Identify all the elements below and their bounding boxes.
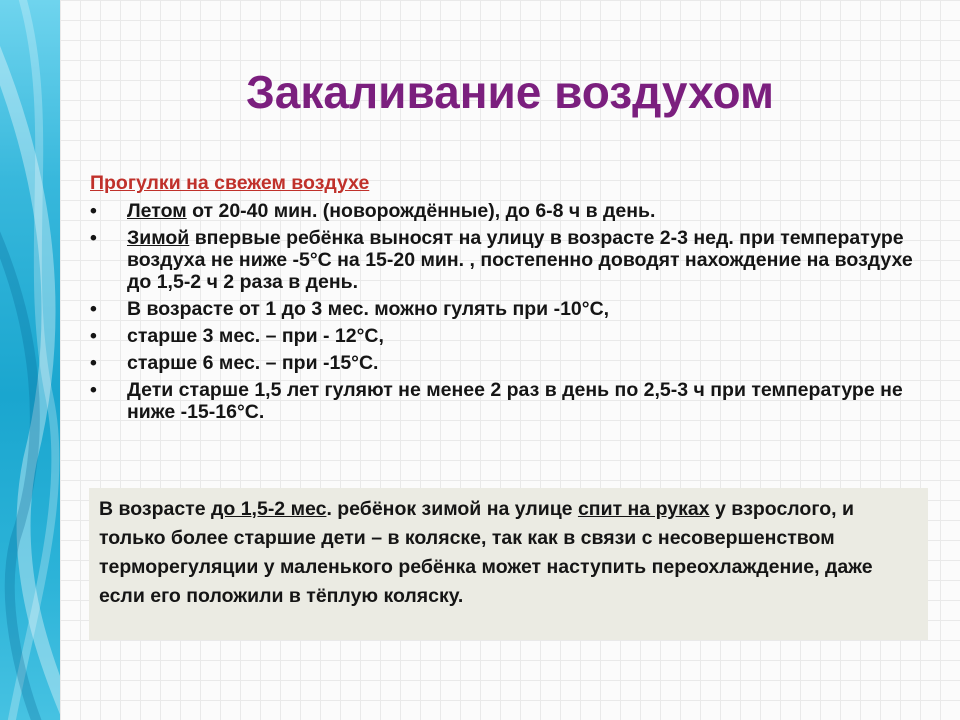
note-text: В возрасте	[99, 498, 211, 520]
list-item	[90, 379, 920, 423]
bullet-text: старше 3 мес. – при - 12°C,	[127, 325, 384, 347]
page-title: Закаливание воздухом	[245, 66, 775, 118]
bullet-text: В возрасте от 1 до 3 мес. можно гулять при -10°C,	[127, 298, 610, 320]
list-item	[90, 298, 920, 320]
list-item	[90, 227, 920, 293]
list-item	[90, 352, 920, 374]
bullet-text: от 20-40 мин. (новорождённые), до 6-8 ч в день.	[186, 200, 656, 222]
note-text: . ребёнок зимой на улице	[326, 498, 578, 520]
bullet-icon: •	[90, 298, 97, 320]
bullet-icon: •	[90, 379, 97, 401]
bullet-lead: Летом	[127, 200, 187, 222]
bullet-text: впервые ребёнка выносят на улицу в возрасте 2-3 нед. при температуре воздуха не ниже -5°C на 15-20 мин. , постепенно доводят нахождение на воздухе до 1,5-2 ч 2 раза в день.	[127, 227, 913, 293]
bullet-lead: Зимой	[127, 227, 190, 249]
subheading: Прогулки на свежем воздухе	[90, 172, 370, 194]
list-item	[90, 200, 920, 222]
bullet-list	[90, 200, 920, 423]
sidebar-wave-decoration	[0, 0, 60, 720]
list-item	[90, 325, 920, 347]
bullet-icon: •	[90, 227, 97, 249]
note-underlined-arms: спит на руках	[577, 498, 710, 520]
note-box	[89, 488, 928, 640]
main-content	[90, 172, 920, 428]
note-text: у взрослого, и только более старшие дети – в коляске, так как в связи с несовершенством терморегуляции у маленького ребёнка может наступить переохлаждение, даже если его положили в тёплую коляску.	[99, 498, 873, 607]
bullet-icon: •	[90, 325, 97, 347]
bullet-text: старше 6 мес. – при -15°C.	[127, 352, 379, 374]
bullet-text: Дети старше 1,5 лет гуляют не менее 2 раз в день по 2,5-3 ч при температуре не ниже -15-16°C.	[127, 379, 903, 423]
bullet-icon: •	[90, 352, 97, 374]
bullet-icon: •	[90, 200, 97, 222]
note-underlined-age: до 1,5-2 мес	[211, 498, 327, 520]
decorative-sidebar	[0, 0, 60, 720]
